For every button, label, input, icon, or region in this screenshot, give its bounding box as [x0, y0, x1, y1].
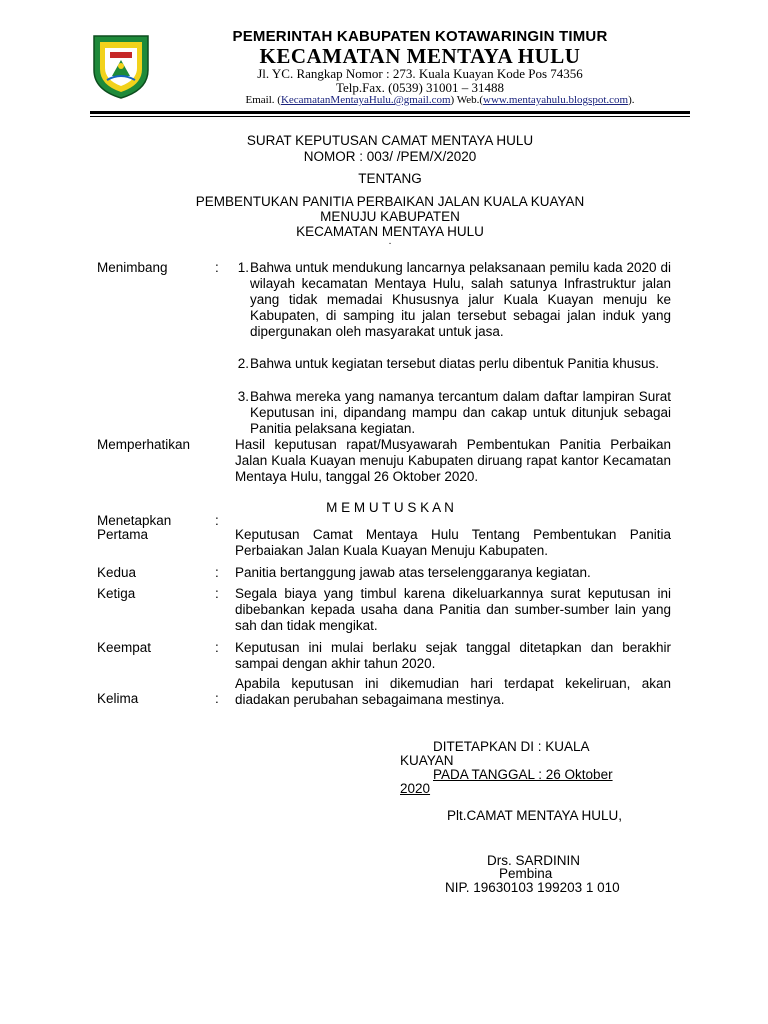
letterhead-divider-thick [90, 111, 690, 114]
memperhatikan-text: Hasil keputusan rapat/Musyawarah Pembentukan Panitia Perbaikan Jalan Kuala Kuayan menuju Kabupaten diruang rapat kantor Kecamatan Mentaya Hulu, tanggal 26 Oktober 2020. [235, 437, 671, 484]
kedua-text: Panitia bertanggung jawab atas terselenggaranya kegiatan. [235, 565, 591, 580]
signer-nip: NIP. 19630103 199203 1 010 [445, 880, 620, 895]
signer-position: Plt.CAMAT MENTAYA HULU, [447, 808, 623, 823]
pertama-text: Keputusan Camat Mentaya Hulu Tentang Pembentukan Panitia Perbaiakan Jalan Kuala Kuayan Menuju Kabupaten. [235, 527, 671, 558]
letterhead-address: Jl. YC. Rangkap Nomor : 273. Kuala Kuayan Kode Pos 74356 [257, 66, 583, 81]
keempat-label: Keempat [97, 640, 152, 655]
menimbang-item-number: 3. [237, 389, 249, 404]
web-link[interactable]: www.mentayahulu.blogspot.com [483, 94, 629, 106]
email-prefix: Email. ( [245, 94, 281, 106]
subject-line-2: MENUJU KABUPATEN [320, 209, 460, 224]
kedua-label: Kedua [97, 565, 137, 580]
email-link[interactable]: KecamatanMentayaHulu.@gmail.com [280, 94, 451, 106]
regency-crest-icon [90, 32, 152, 100]
decree-title: SURAT KEPUTUSAN CAMAT MENTAYA HULU [246, 133, 534, 148]
pertama-label: Pertama [97, 527, 149, 542]
menimbang-item-text: Bahwa untuk mendukung lancarnya pelaksanaan pemilu kada 2020 di wilayah kecamatan Mentaya Hulu, salah satunya Infrastruktur jalan yang tidak memadai Khususnya jalur Kuala Kuayan menuju ke Kabupaten, di samping itu jalan tersebut sebagai jalan induk yang dipergunakan oleh masyarakat untuk jasa. [250, 260, 671, 339]
decree-year: 2020 [400, 781, 431, 796]
subject-line-1: PEMBENTUKAN PANITIA PERBAIKAN JALAN KUALA KUAYAN [195, 194, 585, 209]
ditetapkan-di: DITETAPKAN DI : KUALA [433, 739, 590, 754]
ketiga-text: Segala biaya yang timbul karena dikeluarkannya surat keputusan ini dibebankan kepada usaha dana Panitia dan sumber-sumber lain yang sah dan tidak mengikat. [235, 586, 671, 633]
menimbang-label: Menimbang [97, 260, 168, 275]
menimbang-item-text: Bahwa mereka yang namanya tercantum dalam daftar lampiran Surat Keputusan ini, dipandang mampu dan cakap untuk ditunjuk sebagai Panitia pelaksana kegiatan. [250, 389, 671, 436]
memperhatikan-label: Memperhatikan [97, 437, 191, 452]
signer-name: Drs. SARDININ [487, 853, 581, 868]
decree-number: NOMOR : 003/ /PEM/X/2020 [303, 149, 477, 164]
letterhead-district: KECAMATAN MENTAYA HULU [259, 44, 581, 68]
signer-rank: Pembina [499, 866, 553, 881]
memutuskan-heading: M E M U T U S K A N [326, 500, 454, 515]
pada-tanggal: PADA TANGGAL : 26 Oktober [433, 767, 613, 782]
subject-line-3: KECAMATAN MENTAYA HULU [296, 224, 484, 239]
kelima-text: Apabila keputusan ini dikemudian hari terdapat kekeliruan, akan diadakan perubahan sebagaimana mestinya. [235, 676, 671, 707]
menimbang-colon: : [215, 260, 219, 275]
menimbang-item-number: 1. [237, 260, 249, 275]
letterhead-telp: Telp.Fax. (0539) 31001 – 31488 [335, 80, 505, 95]
keempat-text: Keputusan ini mulai berlaku sejak tanggal ditetapkan dan berakhir sampai dengan akhir tahun 2020. [235, 640, 671, 671]
subject-dot: . [388, 236, 392, 247]
keempat-colon: : [215, 640, 219, 655]
kedua-colon: : [215, 565, 219, 580]
email-suffix: ). [628, 94, 635, 106]
menetapkan-colon: : [215, 513, 219, 528]
kelima-colon: : [215, 691, 219, 706]
ketiga-label: Ketiga [97, 586, 136, 601]
letterhead-contacts [160, 94, 720, 106]
letterhead-government: PEMERINTAH KABUPATEN KOTAWARINGIN TIMUR [232, 28, 608, 45]
kelima-label: Kelima [97, 691, 139, 706]
email-mid: ) Web.( [450, 94, 484, 106]
ditetapkan-place-cont: KUAYAN [400, 753, 454, 768]
ketiga-colon: : [215, 586, 219, 601]
letterhead-divider-thin [90, 116, 690, 117]
menimbang-item-number: 2. [237, 356, 249, 371]
menimbang-item-text: Bahwa untuk kegiatan tersebut diatas perlu dibentuk Panitia khusus. [250, 356, 660, 371]
menetapkan-label: Menetapkan [97, 513, 172, 528]
tentang-heading: TENTANG [358, 171, 422, 186]
